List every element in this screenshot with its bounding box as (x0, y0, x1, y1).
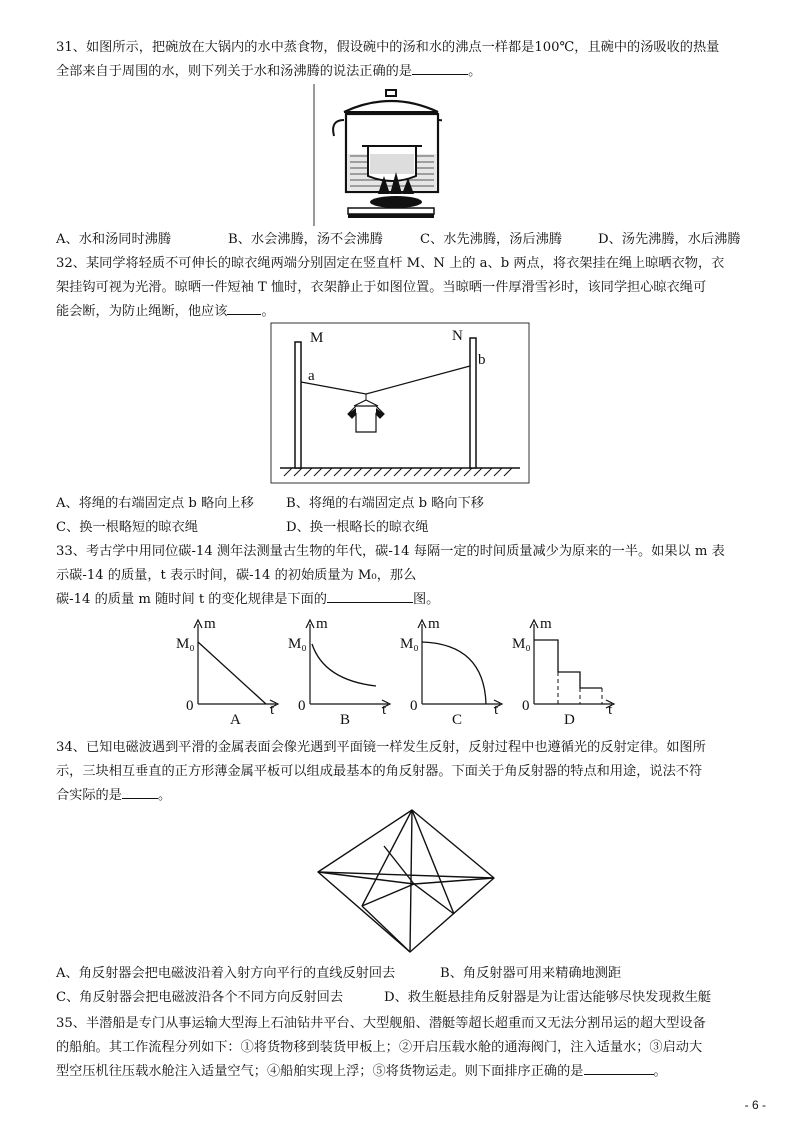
answer-blank (227, 300, 261, 315)
q34-line2: 示，三块相互垂直的正方形薄金属平板可以组成最基本的角反射器。下面关于角反射器的特点和用途，说法不符 (56, 764, 703, 779)
q34-option-a: A、角反射器会把电磁波沿着入射方向平行的直线反射回去 (56, 966, 396, 981)
graph-b-curve (312, 644, 376, 686)
graph-b-label: B (340, 712, 351, 726)
graph-a (172, 614, 282, 726)
graph-d-label: D (564, 712, 575, 726)
graph-b-xlabel: t (382, 702, 387, 718)
q35-line1: 35、半潜船是专门从事运输大型海上石油钻井平台、大型舰船、潜艇等超长超重而又无法分割吊运的超大型设备 (56, 1016, 706, 1031)
label-n: N (452, 328, 463, 344)
graph-d-xlabel: t (608, 702, 613, 718)
q34-line3-end: 。 (157, 788, 172, 803)
q32-line3-text: 能会断，为防止绳断，他应该 (56, 304, 228, 319)
q34-option-c: C、角反射器会把电磁波沿各个不同方向反射回去 (56, 990, 344, 1005)
graph-d-m0: M₀ (512, 636, 531, 652)
q33-line3 (56, 588, 439, 612)
graph-c-m0: M₀ (400, 636, 419, 652)
q32-option-c: C、换一根略短的晾衣绳 (56, 520, 198, 535)
label-b: b (478, 352, 486, 368)
answer-blank (412, 60, 468, 75)
answer-blank (327, 588, 413, 603)
q35-line3 (56, 1060, 667, 1084)
graph-c-curve (422, 642, 486, 704)
graph-c-label: C (452, 712, 463, 726)
q31-line1: 31、如图所示，把碗放在大锅内的水中蒸食物，假设碗中的汤和水的沸点一样都是100℃，且碗中的汤吸收的热量 (56, 40, 720, 55)
q32-option-d: D、换一根略长的晾衣绳 (286, 520, 429, 535)
q34-line3-text: 合实际的是 (56, 788, 122, 803)
graph-d-steps (534, 640, 602, 704)
graph-d (508, 614, 620, 726)
q35-line3-end: 。 (653, 1064, 667, 1079)
q31-option-d: D、汤先沸腾，水后沸腾 (598, 232, 741, 247)
graph-b-m0: M₀ (288, 636, 307, 652)
q35-line3-text: 型空压机往压载水舱注入适量空气；④船舶实现上浮；⑤将货物运走。则下面排序正确的是 (56, 1064, 584, 1079)
q31-option-a: A、水和汤同时沸腾 (56, 232, 172, 247)
answer-blank (584, 1060, 654, 1075)
pot-bowl-figure (312, 82, 442, 228)
q34-option-d: D、救生艇悬挂角反射器是为让雷达能够尽快发现救生艇 (384, 990, 712, 1005)
graph-d-origin: 0 (522, 698, 530, 714)
q31-option-b: B、水会沸腾，汤不会沸腾 (228, 232, 383, 247)
q32-option-b: B、将绳的右端固定点 b 略向下移 (286, 496, 484, 511)
label-m: M (310, 330, 324, 346)
graph-c (396, 614, 506, 726)
corner-reflector-figure (304, 806, 500, 956)
graph-a-m0: M₀ (176, 636, 195, 652)
label-a: a (308, 368, 315, 384)
graph-d-ylabel: m (540, 616, 552, 632)
graph-c-origin: 0 (410, 698, 418, 714)
graph-a-label: A (230, 712, 241, 726)
q32-line3 (56, 300, 275, 324)
graph-c-xlabel: t (494, 702, 499, 718)
q34-option-b: B、角反射器可用来精确地测距 (440, 966, 622, 981)
clothesline-figure (270, 322, 530, 484)
q32-line1: 32、某同学将轻质不可伸长的晾衣绳两端分别固定在竖直杆 M、N 上的 a、b 两点，将衣架挂在绳上晾晒衣物，衣 (56, 256, 725, 271)
q35-line2: 的船舶。其工作流程分列如下：①将货物移到装货甲板上；②开启压载水舱的通海阀门，注入适量水；③启动大 (56, 1040, 703, 1055)
q31-line2-end: 。 (468, 64, 482, 79)
q31-line2 (56, 60, 481, 84)
answer-blank (122, 784, 158, 799)
q31-line2-text: 全部来自于周围的水，则下列关于水和汤沸腾的说法正确的是 (56, 64, 413, 79)
q33-line3-text: 碳-14 的质量 m 随时间 t 的变化规律是下面的 (56, 592, 327, 607)
q32-line2: 架挂钩可视为光滑。晾晒一件短袖 T 恤时，衣架静止于如图位置。当晾晒一件厚滑雪衫时，该同学担心晾衣绳可 (56, 280, 707, 295)
page-number: - 6 - (744, 1098, 766, 1112)
q33-line1: 33、考古学中用同位碳-14 测年法测量古生物的年代，碳-14 每隔一定的时间质量减少为原来的一半。如果以 m 表 (56, 544, 725, 559)
graph-b-origin: 0 (298, 698, 306, 714)
graph-a-xlabel: t (270, 702, 275, 718)
q33-line3-end: 图。 (413, 592, 440, 607)
graph-a-origin: 0 (186, 698, 194, 714)
q32-option-a: A、将绳的右端固定点 b 略向上移 (56, 496, 254, 511)
graph-c-ylabel: m (428, 616, 440, 632)
q34-line3 (56, 784, 171, 808)
q32-line3-end: 。 (261, 304, 275, 319)
graph-b-ylabel: m (316, 616, 328, 632)
q31-option-c: C、水先沸腾，汤后沸腾 (420, 232, 562, 247)
graph-b (284, 614, 394, 726)
graph-a-ylabel: m (204, 616, 216, 632)
graph-a-line (198, 642, 266, 704)
q33-line2: 示碳-14 的质量，t 表示时间，碳-14 的初始质量为 M₀，那么 (56, 568, 417, 583)
q34-line1: 34、已知电磁波遇到平滑的金属表面会像光遇到平面镜一样发生反射，反射过程中也遵循光的反射定律。如图所 (56, 740, 706, 755)
